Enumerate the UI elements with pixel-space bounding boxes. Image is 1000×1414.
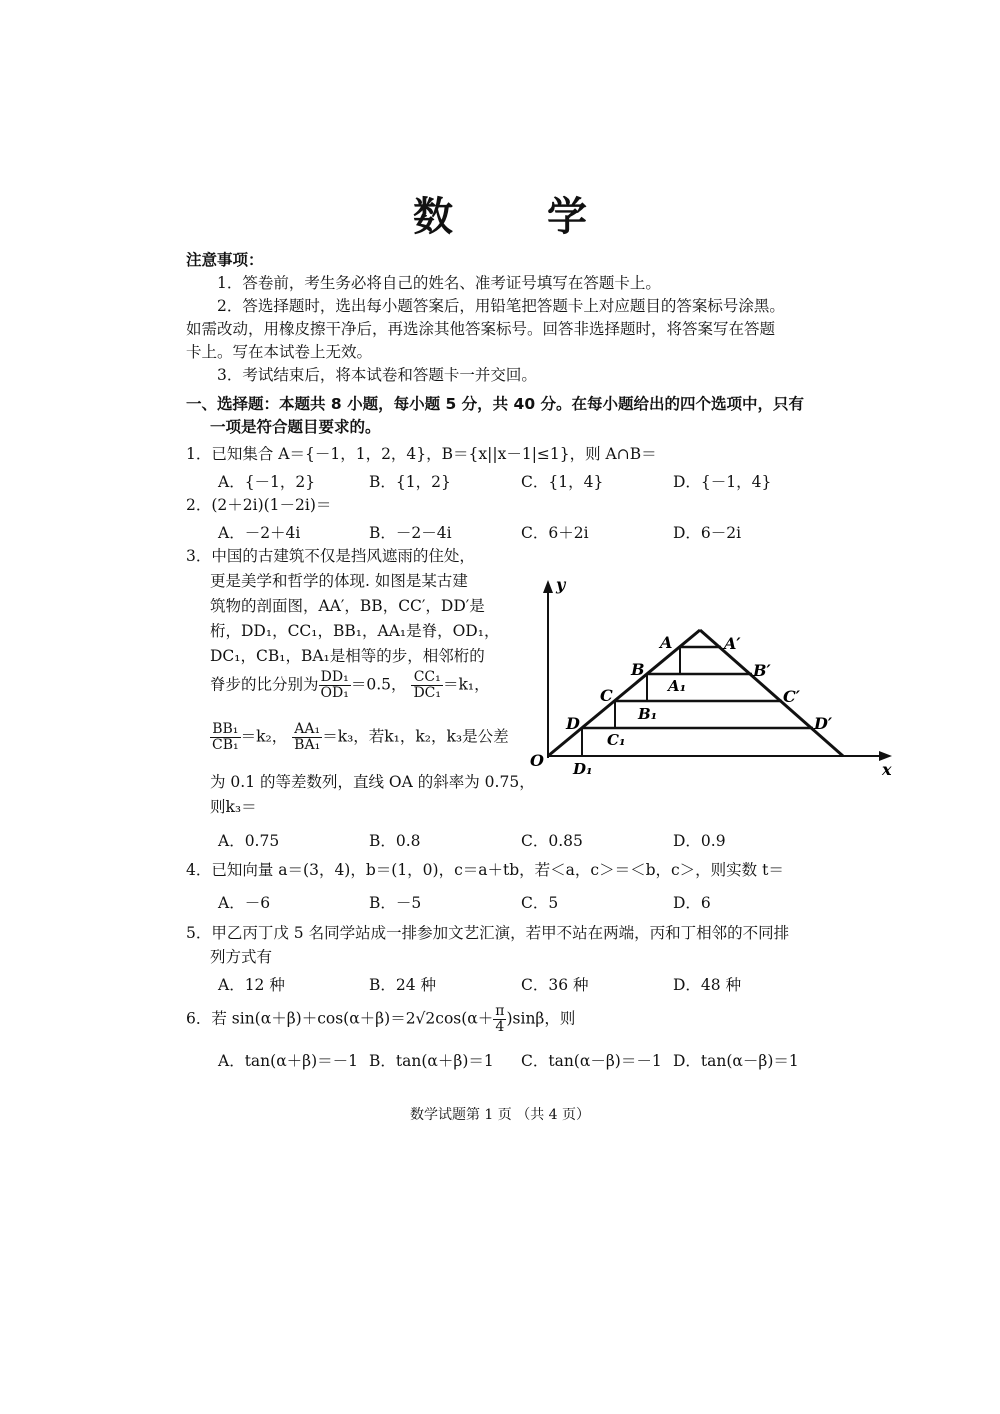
q3-fraction-4-denominator: BA₁ <box>294 737 321 753</box>
label-d: D <box>566 714 580 733</box>
y-axis-arrow <box>543 580 553 593</box>
q6-stem <box>186 1004 575 1035</box>
q3-line-4: 桁，DD₁，CC₁，BB₁，AA₁是脊，OD₁， <box>210 622 500 640</box>
section-heading-line-2: 一项是符合题目要求的。 <box>210 418 381 436</box>
q6-fraction <box>493 1004 506 1035</box>
q4-option-b[interactable]: B．－5 <box>369 894 422 912</box>
q5-line-2: 列方式有 <box>210 948 273 966</box>
q2-stem: 2．(2＋2i)(1－2i)＝ <box>186 496 332 514</box>
q6-fraction-numerator: π <box>495 1003 505 1019</box>
q3-line-8: 为 0.1 的等差数列，直线 OA 的斜率为 0.75， <box>210 773 535 791</box>
roof-right-edge <box>700 630 843 756</box>
label-c-prime: C′ <box>783 687 800 706</box>
q3-option-c[interactable]: C．0.85 <box>521 832 583 850</box>
q1-option-a[interactable]: A．{－1，2} <box>218 473 316 491</box>
q6-option-d[interactable]: D．tan(α－β)＝1 <box>673 1052 799 1070</box>
label-a-prime: A′ <box>724 634 741 653</box>
q5-option-b[interactable]: B．24 种 <box>369 976 437 994</box>
q4-option-c[interactable]: C．5 <box>521 894 559 912</box>
q3-fraction-2-denominator: DC₁ <box>413 685 441 701</box>
q5-option-d[interactable]: D．48 种 <box>673 976 742 994</box>
q3-fraction-4-value: ＝k₃，若k₁，k₂，k₃是公差 <box>322 727 509 746</box>
label-a: A <box>660 633 673 652</box>
label-b1: B₁ <box>638 705 658 723</box>
q6-stem-prefix: 6．若 sin(α＋β)＋cos(α＋β)＝2√2cos(α＋ <box>186 1009 494 1028</box>
q3-fraction-1 <box>319 670 351 701</box>
page-footer: 数学试题第 1 页 （共 4 页） <box>409 1107 591 1123</box>
q6-option-a[interactable]: A．tan(α＋β)＝－1 <box>218 1052 359 1070</box>
q3-line-6-prefix: 脊步的比分别为 <box>210 675 319 694</box>
q1-option-b[interactable]: B．{1，2} <box>369 473 451 491</box>
q3-line-3: 筑物的剖面图，AA′，BB，CC′，DD′是 <box>210 597 485 615</box>
q3-fraction-3 <box>210 722 241 753</box>
q3-fraction-2-value: ＝k₁， <box>443 675 490 694</box>
q3-fraction-1-denominator: OD₁ <box>320 685 349 701</box>
q5-option-a[interactable]: A．12 种 <box>218 976 285 994</box>
q2-option-b[interactable]: B．－2－4i <box>369 524 452 542</box>
label-d-prime: D′ <box>814 714 833 733</box>
q3-line-1: 3．中国的古建筑不仅是挡风遮雨的住处， <box>186 547 475 565</box>
label-y: y <box>556 575 566 594</box>
q3-figure <box>520 570 900 785</box>
q3-line-2: 更是美学和哲学的体现. 如图是某古建 <box>210 572 468 590</box>
q3-fraction-1-numerator: DD₁ <box>319 670 351 686</box>
q3-option-d[interactable]: D．0.9 <box>673 832 726 850</box>
q3-line-7 <box>210 722 509 753</box>
notice-item-2-line-3: 卡上。写在本试卷上无效。 <box>186 343 373 361</box>
label-a1: A₁ <box>668 677 687 695</box>
notice-heading: 注意事项： <box>186 251 264 269</box>
q3-fraction-1-value: ＝0.5， <box>350 675 407 694</box>
q3-option-a[interactable]: A．0.75 <box>218 832 280 850</box>
q2-option-a[interactable]: A．－2＋4i <box>218 524 301 542</box>
q6-option-c[interactable]: C．tan(α－β)＝－1 <box>521 1052 662 1070</box>
q3-fraction-3-denominator: CB₁ <box>212 737 239 753</box>
notice-item-2-line-1: 2．答选择题时，选出每小题答案后，用铅笔把答题卡上对应题目的答案标号涂黑。 <box>217 297 785 315</box>
label-c1: C₁ <box>607 731 626 749</box>
q3-fraction-2-numerator: CC₁ <box>411 670 443 686</box>
q1-stem: 1．已知集合 A＝{－1，1，2，4}，B＝{x||x－1|≤1}，则 A∩B＝ <box>186 445 657 463</box>
q2-option-d[interactable]: D．6－2i <box>673 524 742 542</box>
q3-line-9: 则k₃＝ <box>210 798 257 816</box>
label-b: B <box>631 660 645 679</box>
q5-option-c[interactable]: C．36 种 <box>521 976 589 994</box>
label-b-prime: B′ <box>753 661 771 680</box>
q4-stem: 4．已知向量 a＝(3，4)，b＝(1，0)，c＝a＋tb，若＜a，c＞＝＜b，c＞，则实数 t＝ <box>186 861 784 879</box>
q3-fraction-2 <box>411 670 443 701</box>
q6-stem-suffix: )sinβ，则 <box>506 1009 576 1028</box>
q4-option-a[interactable]: A．－6 <box>218 894 271 912</box>
label-d1: D₁ <box>573 760 593 778</box>
q4-option-d[interactable]: D．6 <box>673 894 711 912</box>
q3-line-6 <box>210 670 490 701</box>
section-heading-line-1: 一、选择题：本题共 8 小题，每小题 5 分，共 40 分。在每小题给出的四个选项中，只有 <box>186 395 805 413</box>
q6-fraction-denominator: 4 <box>495 1019 505 1035</box>
notice-item-2-line-2: 如需改动，用橡皮擦干净后，再选涂其他答案标号。回答非选择题时，将答案写在答题 <box>186 320 776 338</box>
notice-item-3: 3．考试结束后，将本试卷和答题卡一并交回。 <box>217 366 537 384</box>
label-o: O <box>530 751 544 770</box>
q1-option-d[interactable]: D．{－1，4} <box>673 473 772 491</box>
q3-fraction-4 <box>292 722 322 753</box>
q5-line-1: 5．甲乙丙丁戊 5 名同学站成一排参加文艺汇演，若甲不站在两端，丙和丁相邻的不同排 <box>186 924 790 942</box>
q3-line-5: DC₁，CB₁，BA₁是相等的步，相邻桁的 <box>210 647 485 665</box>
q3-fraction-3-numerator: BB₁ <box>210 722 241 738</box>
page-title: 数 学 <box>413 194 627 240</box>
notice-item-1: 1．答卷前，考生务必将自己的姓名、准考证号填写在答题卡上。 <box>217 274 661 292</box>
q6-option-b[interactable]: B．tan(α＋β)＝1 <box>369 1052 494 1070</box>
q1-option-c[interactable]: C．{1，4} <box>521 473 604 491</box>
q3-option-b[interactable]: B．0.8 <box>369 832 421 850</box>
label-c: C <box>600 686 613 705</box>
q2-option-c[interactable]: C．6＋2i <box>521 524 589 542</box>
q3-fraction-4-numerator: AA₁ <box>292 722 322 738</box>
label-x: x <box>882 760 892 779</box>
q3-fraction-3-value: ＝k₂， <box>240 727 288 746</box>
